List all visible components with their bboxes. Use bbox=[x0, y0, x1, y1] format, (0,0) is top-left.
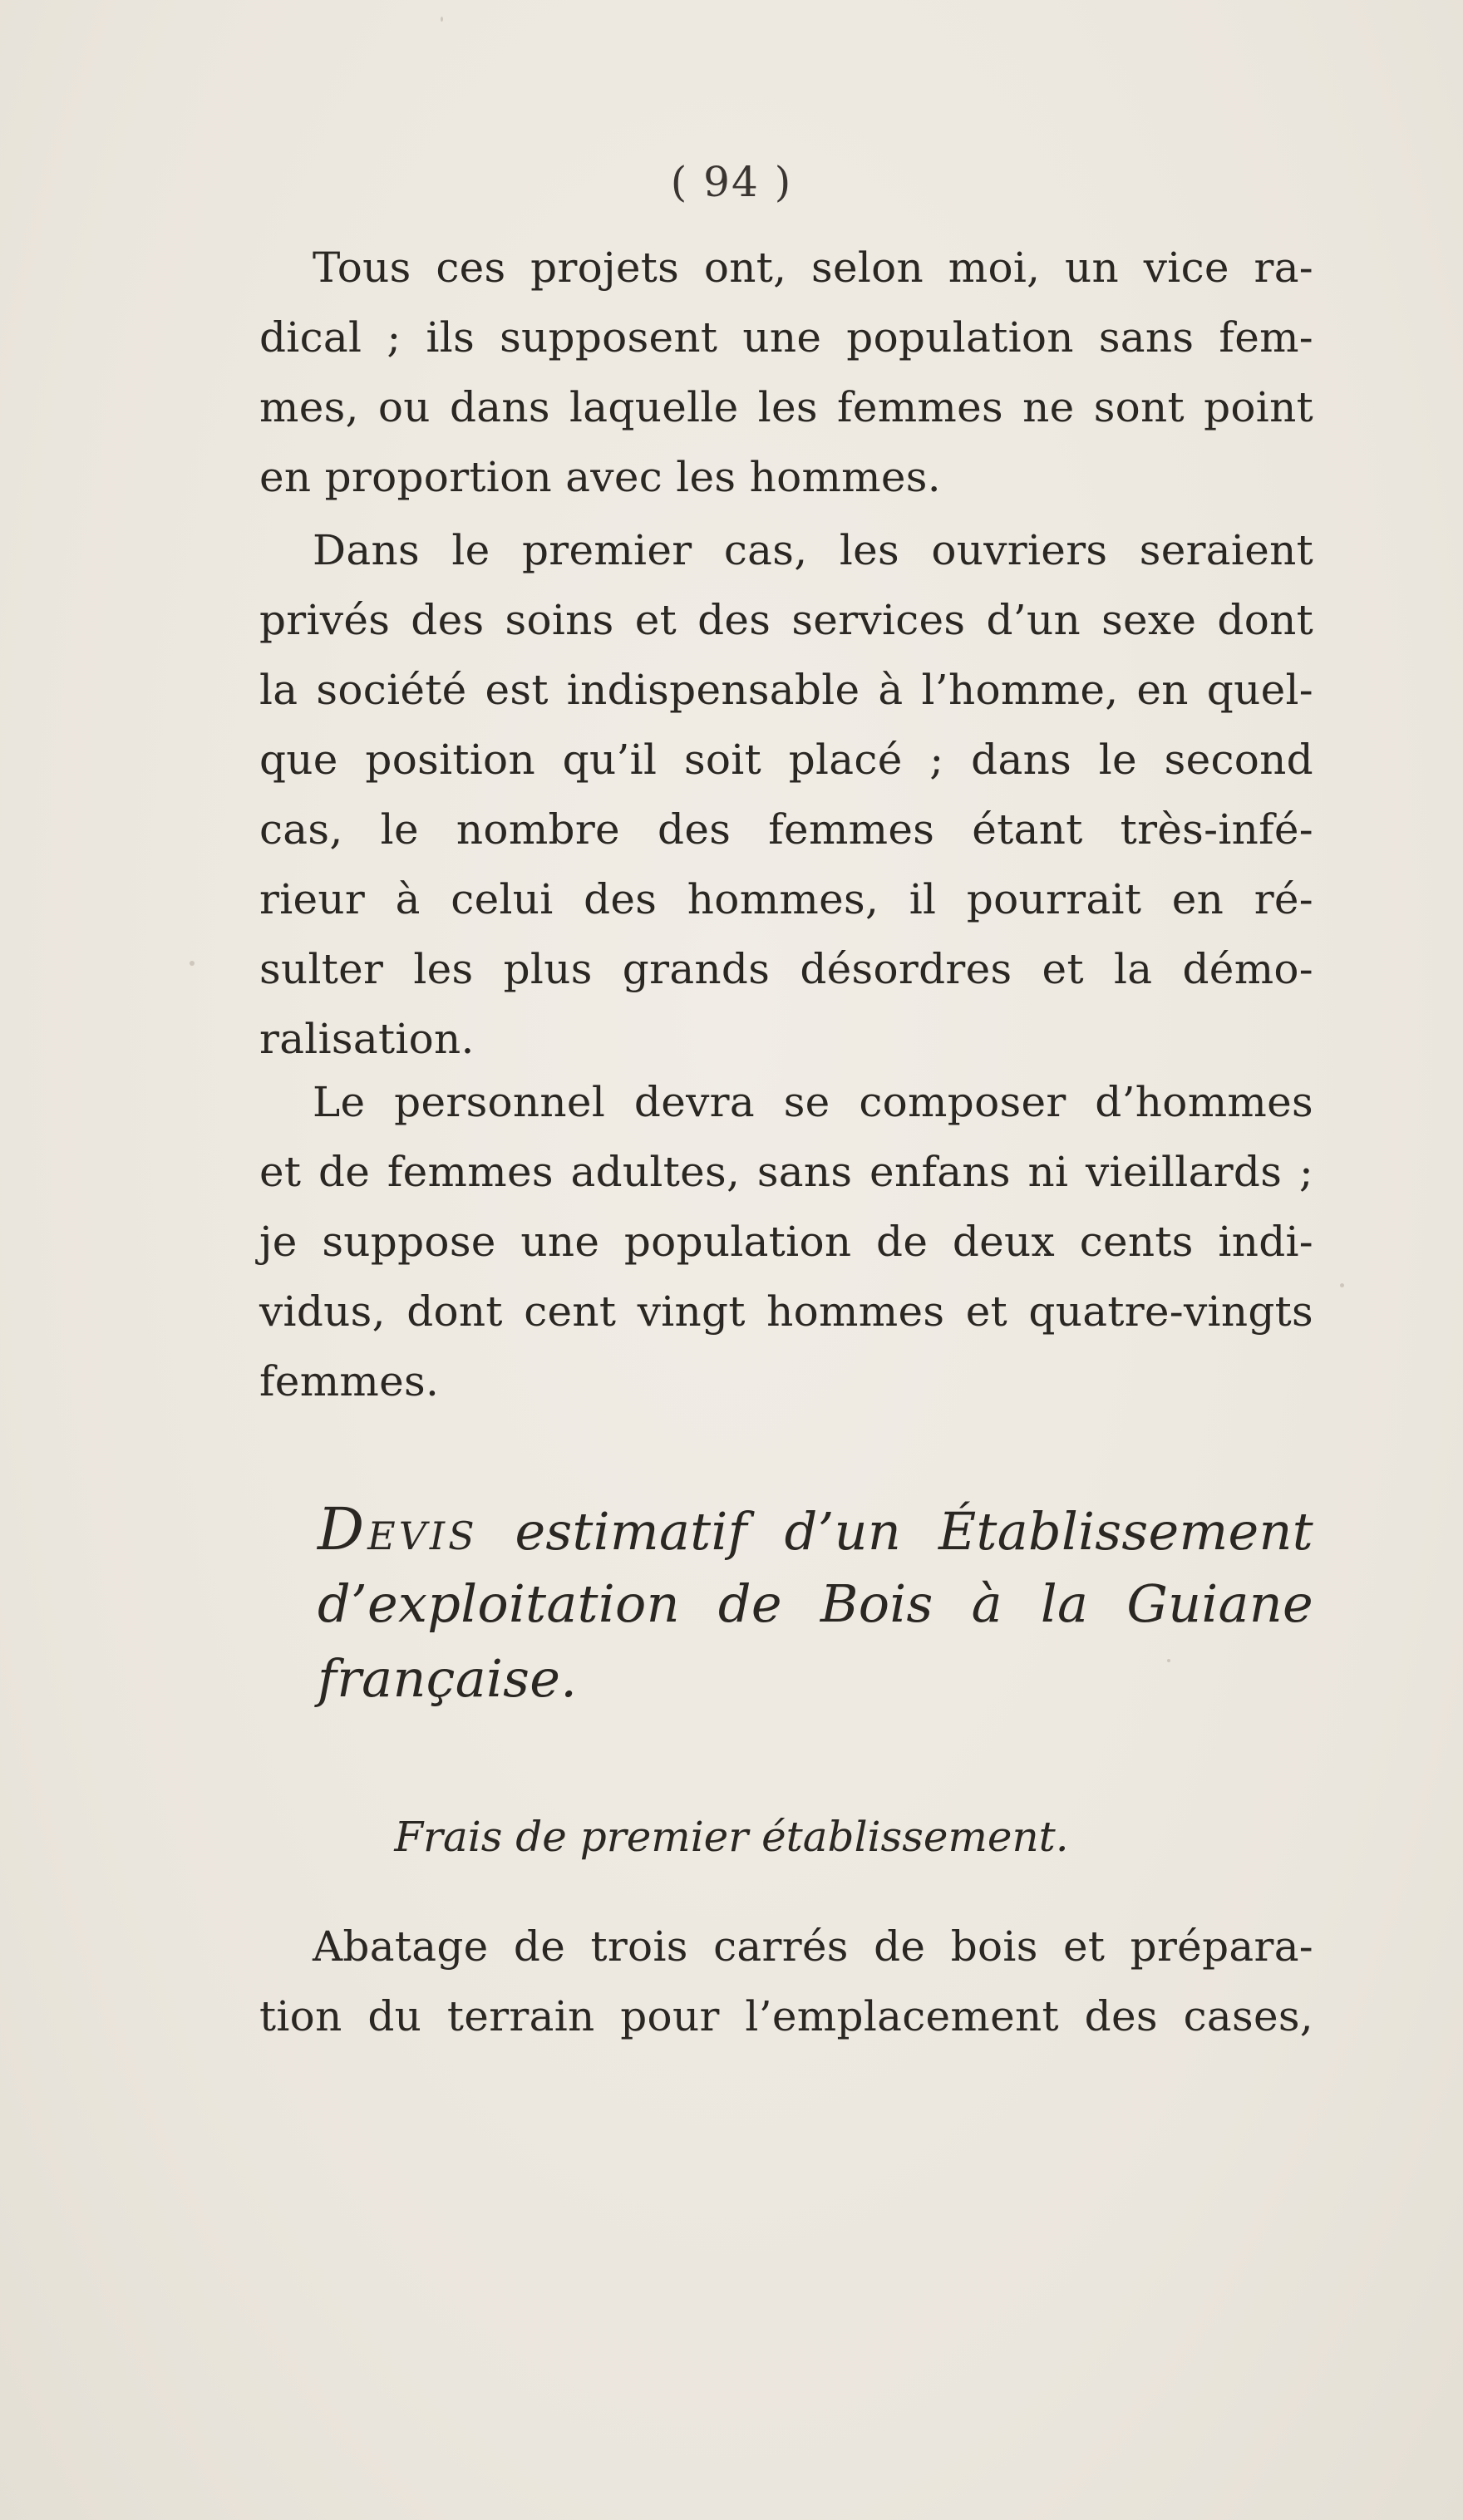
paragraph-1 bbox=[259, 233, 1313, 512]
text-line: vidus, dont cent vingt hommes et quatre-vingts bbox=[259, 1287, 1313, 1336]
subheading: Frais de premier établissement. bbox=[394, 1813, 1069, 1861]
page-number: ( 94 ) bbox=[670, 158, 793, 206]
text-line: sulter les plus grands désordres et la démo- bbox=[259, 945, 1313, 993]
paragraph-2 bbox=[259, 515, 1313, 1074]
paragraph-4 bbox=[259, 1912, 1313, 2051]
text-line: cas, le nombre des femmes étant très-infé- bbox=[259, 805, 1313, 854]
paper-speck bbox=[1340, 1283, 1344, 1287]
text-line: ralisation. bbox=[259, 1015, 475, 1063]
text-line: mes, ou dans laquelle les femmes ne sont point bbox=[259, 383, 1313, 431]
paper-speck bbox=[441, 17, 443, 22]
text-line: Tous ces projets ont, selon moi, un vice ra- bbox=[313, 244, 1313, 292]
text-line: Dans le premier cas, les ouvriers seraient bbox=[313, 526, 1313, 574]
text-line: Abatage de trois carrés de bois et prépara- bbox=[313, 1922, 1313, 1971]
heading-line: française. bbox=[318, 1648, 578, 1709]
text-line: tion du terrain pour l’emplacement des cases, bbox=[259, 1992, 1313, 2040]
heading-line: d’exploitation de Bois à la Guiane bbox=[318, 1573, 1313, 1634]
text-line: que position qu’il soit placé ; dans le second bbox=[259, 736, 1313, 784]
text-line: privés des soins et des services d’un sexe dont bbox=[259, 596, 1313, 644]
text-line: la société est indispensable à l’homme, en quel- bbox=[259, 666, 1313, 714]
text-line: et de femmes adultes, sans enfans ni vieillards ; bbox=[259, 1148, 1313, 1196]
heading-line bbox=[318, 1492, 1313, 1567]
text-line: je suppose une population de deux cents indi- bbox=[259, 1218, 1313, 1266]
heading-first-word: DEVIS bbox=[318, 1495, 478, 1563]
text-line: rieur à celui des hommes, il pourrait en ré- bbox=[259, 875, 1313, 923]
text-line: en proportion avec les hommes. bbox=[259, 453, 941, 501]
text-line: Le personnel devra se composer d’hommes bbox=[313, 1078, 1313, 1126]
paper-speck bbox=[1167, 1659, 1170, 1662]
section-heading bbox=[318, 1492, 1313, 1716]
paper-speck bbox=[190, 961, 195, 966]
text-line: dical ; ils supposent une population sans fem- bbox=[259, 313, 1313, 362]
text-line: femmes. bbox=[259, 1357, 440, 1405]
heading-line-1-rest: estimatif d’un Établissement bbox=[515, 1501, 1313, 1562]
paragraph-3 bbox=[259, 1067, 1313, 1416]
